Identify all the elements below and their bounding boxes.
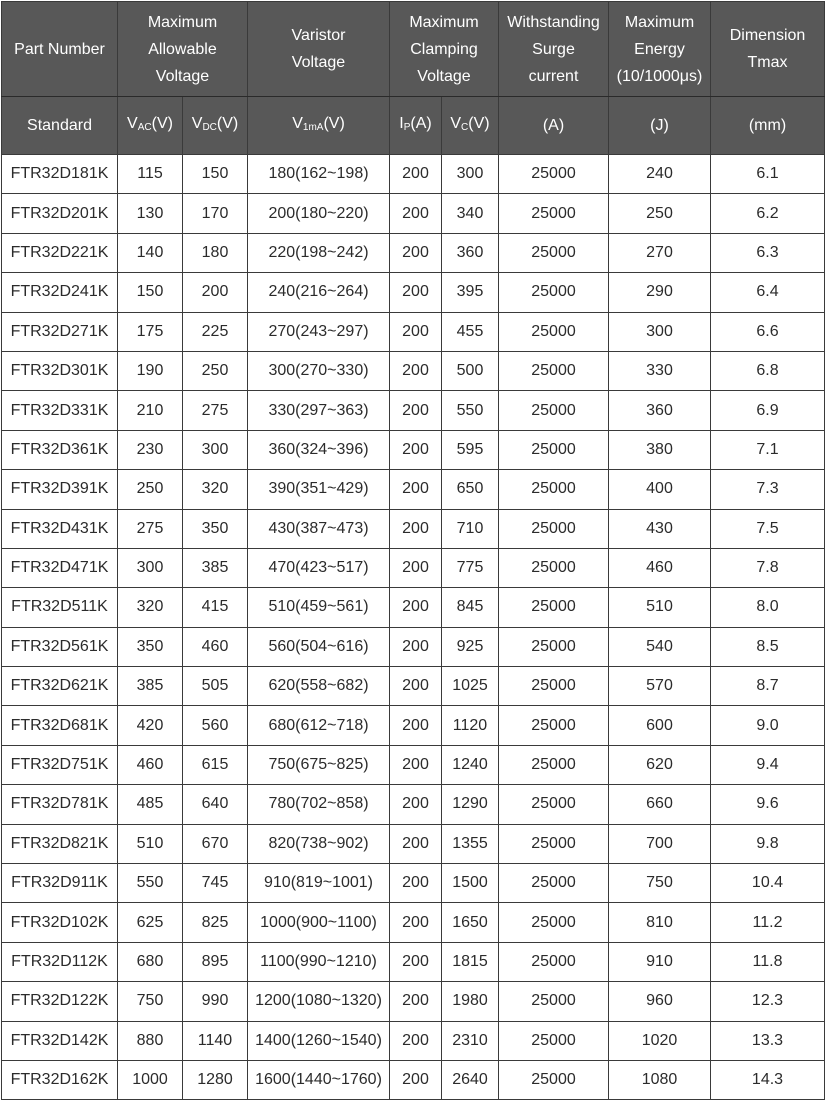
- energy-cell: 960: [609, 982, 711, 1021]
- energy-cell: 360: [609, 391, 711, 430]
- vac-cell: 275: [118, 509, 183, 548]
- tmax-cell: 9.8: [711, 824, 825, 863]
- table-row: [2, 273, 825, 312]
- header-line: Dimension: [729, 27, 806, 44]
- header-ip: [390, 97, 442, 155]
- symbol-subscript: C: [461, 122, 469, 133]
- v1ma-cell: 330(297~363): [248, 391, 390, 430]
- ip-cell: 200: [390, 155, 442, 194]
- vc-cell: 1650: [442, 903, 499, 942]
- tmax-cell: 10.4: [711, 864, 825, 903]
- varistor-spec-table: [1, 1, 825, 1100]
- symbol-main: V: [191, 115, 203, 132]
- energy-cell: 400: [609, 470, 711, 509]
- symbol-main: V: [292, 115, 303, 132]
- tmax-cell: 7.5: [711, 509, 825, 548]
- surge-current-cell: 25000: [499, 824, 609, 863]
- vc-cell: 1355: [442, 824, 499, 863]
- v1ma-cell: 820(738~902): [248, 824, 390, 863]
- surge-current-cell: 25000: [499, 785, 609, 824]
- ip-cell: 200: [390, 745, 442, 784]
- vdc-cell: 200: [183, 273, 248, 312]
- surge-current-cell: 25000: [499, 155, 609, 194]
- table-row: [2, 903, 825, 942]
- vac-cell: 150: [118, 273, 183, 312]
- v1ma-cell: 1100(990~1210): [248, 942, 390, 981]
- vdc-cell: 1280: [183, 1060, 248, 1099]
- ip-cell: 200: [390, 1021, 442, 1060]
- v1ma-cell: 1400(1260~1540): [248, 1021, 390, 1060]
- v1ma-cell: 300(270~330): [248, 351, 390, 390]
- v1ma-cell: 680(612~718): [248, 706, 390, 745]
- part-number-cell: FTR32D561K: [2, 627, 118, 666]
- vac-cell: 190: [118, 351, 183, 390]
- energy-cell: 240: [609, 155, 711, 194]
- header-surge-unit: (A): [499, 97, 609, 155]
- vac-cell: 680: [118, 942, 183, 981]
- surge-current-cell: 25000: [499, 706, 609, 745]
- header-line: Varistor: [291, 27, 346, 44]
- ip-cell: 200: [390, 1060, 442, 1099]
- vac-cell: 140: [118, 233, 183, 272]
- ip-cell: 200: [390, 667, 442, 706]
- header-max-energy: [609, 2, 711, 97]
- surge-current-cell: 25000: [499, 903, 609, 942]
- v1ma-cell: 270(243~297): [248, 312, 390, 351]
- surge-current-cell: 25000: [499, 627, 609, 666]
- vdc-cell: 670: [183, 824, 248, 863]
- part-number-cell: FTR32D122K: [2, 982, 118, 1021]
- table-row: [2, 785, 825, 824]
- vac-cell: 750: [118, 982, 183, 1021]
- vac-cell: 115: [118, 155, 183, 194]
- part-number-cell: FTR32D511K: [2, 588, 118, 627]
- ip-cell: 200: [390, 864, 442, 903]
- ip-cell: 200: [390, 706, 442, 745]
- surge-current-cell: 25000: [499, 470, 609, 509]
- table-row: [2, 430, 825, 469]
- energy-cell: 270: [609, 233, 711, 272]
- ip-cell: 200: [390, 233, 442, 272]
- energy-cell: 620: [609, 745, 711, 784]
- ip-cell: 200: [390, 351, 442, 390]
- vdc-cell: 350: [183, 509, 248, 548]
- energy-cell: 700: [609, 824, 711, 863]
- header-row-titles: [2, 2, 825, 97]
- tmax-cell: 6.1: [711, 155, 825, 194]
- vc-cell: 550: [442, 391, 499, 430]
- surge-current-cell: 25000: [499, 588, 609, 627]
- surge-current-cell: 25000: [499, 1021, 609, 1060]
- symbol-main: V: [450, 115, 462, 132]
- ip-cell: 200: [390, 273, 442, 312]
- tmax-cell: 9.0: [711, 706, 825, 745]
- table-row: [2, 194, 825, 233]
- vdc-cell: 170: [183, 194, 248, 233]
- part-number-cell: FTR32D221K: [2, 233, 118, 272]
- v1ma-cell: 360(324~396): [248, 430, 390, 469]
- vac-cell: 625: [118, 903, 183, 942]
- surge-current-cell: 25000: [499, 1060, 609, 1099]
- vac-cell: 300: [118, 548, 183, 587]
- surge-current-cell: 25000: [499, 509, 609, 548]
- symbol-subscript: 1mA: [302, 122, 324, 133]
- table-row: [2, 942, 825, 981]
- tmax-cell: 6.6: [711, 312, 825, 351]
- vc-cell: 1120: [442, 706, 499, 745]
- tmax-cell: 8.5: [711, 627, 825, 666]
- header-line: Maximum: [147, 13, 218, 31]
- part-number-cell: FTR32D391K: [2, 470, 118, 509]
- surge-current-cell: 25000: [499, 864, 609, 903]
- part-number-cell: FTR32D102K: [2, 903, 118, 942]
- surge-current-cell: 25000: [499, 351, 609, 390]
- vc-cell: 455: [442, 312, 499, 351]
- tmax-cell: 7.8: [711, 548, 825, 587]
- vc-cell: 775: [442, 548, 499, 587]
- table-row: [2, 470, 825, 509]
- ip-cell: 200: [390, 194, 442, 233]
- tmax-cell: 6.2: [711, 194, 825, 233]
- energy-cell: 910: [609, 942, 711, 981]
- tmax-cell: 8.0: [711, 588, 825, 627]
- header-energy-unit: (J): [609, 97, 711, 155]
- vdc-cell: 640: [183, 785, 248, 824]
- vc-cell: 1500: [442, 864, 499, 903]
- energy-cell: 660: [609, 785, 711, 824]
- energy-cell: 330: [609, 351, 711, 390]
- vc-cell: 1025: [442, 667, 499, 706]
- vdc-cell: 300: [183, 430, 248, 469]
- header-line: Energy: [634, 40, 685, 58]
- table-row: [2, 627, 825, 666]
- vdc-cell: 385: [183, 548, 248, 587]
- vac-cell: 420: [118, 706, 183, 745]
- vc-cell: 595: [442, 430, 499, 469]
- header-dimension-unit: (mm): [711, 97, 825, 155]
- v1ma-cell: 180(162~198): [248, 155, 390, 194]
- table-row: [2, 351, 825, 390]
- tmax-cell: 7.1: [711, 430, 825, 469]
- tmax-cell: 9.4: [711, 745, 825, 784]
- vac-cell: 385: [118, 667, 183, 706]
- header-max-allowable-voltage: [118, 2, 248, 97]
- surge-current-cell: 25000: [499, 430, 609, 469]
- table-row: [2, 864, 825, 903]
- symbol-subscript: P: [403, 122, 411, 133]
- table-row: [2, 667, 825, 706]
- vdc-cell: 460: [183, 627, 248, 666]
- v1ma-cell: 620(558~682): [248, 667, 390, 706]
- vc-cell: 925: [442, 627, 499, 666]
- part-number-cell: FTR32D201K: [2, 194, 118, 233]
- header-v1ma: [248, 97, 390, 155]
- energy-cell: 430: [609, 509, 711, 548]
- table-row: [2, 509, 825, 548]
- part-number-cell: FTR32D911K: [2, 864, 118, 903]
- vc-cell: 500: [442, 351, 499, 390]
- header-row-units: [2, 97, 825, 155]
- energy-cell: 570: [609, 667, 711, 706]
- header-withstanding-surge-current: [499, 2, 609, 97]
- symbol-main: I: [399, 115, 404, 132]
- energy-cell: 540: [609, 627, 711, 666]
- vc-cell: 300: [442, 155, 499, 194]
- header-line: Allowable: [148, 40, 217, 58]
- v1ma-cell: 430(387~473): [248, 509, 390, 548]
- v1ma-cell: 1200(1080~1320): [248, 982, 390, 1021]
- surge-current-cell: 25000: [499, 982, 609, 1021]
- surge-current-cell: 25000: [499, 312, 609, 351]
- table-row: [2, 745, 825, 784]
- header-line: Tmax: [747, 54, 788, 71]
- vc-cell: 360: [442, 233, 499, 272]
- part-number-cell: FTR32D471K: [2, 548, 118, 587]
- part-number-cell: FTR32D821K: [2, 824, 118, 863]
- vc-cell: 395: [442, 273, 499, 312]
- ip-cell: 200: [390, 588, 442, 627]
- header-line: Surge: [532, 40, 575, 58]
- table-row: [2, 1060, 825, 1099]
- vdc-cell: 320: [183, 470, 248, 509]
- energy-cell: 250: [609, 194, 711, 233]
- vdc-cell: 895: [183, 942, 248, 981]
- vc-cell: 340: [442, 194, 499, 233]
- header-vc: [442, 97, 499, 155]
- symbol-unit: (V): [323, 115, 345, 132]
- header-line: Voltage: [417, 67, 471, 85]
- energy-cell: 750: [609, 864, 711, 903]
- tmax-cell: 9.6: [711, 785, 825, 824]
- header-line: Voltage: [291, 54, 346, 71]
- vac-cell: 130: [118, 194, 183, 233]
- v1ma-cell: 1000(900~1100): [248, 903, 390, 942]
- part-number-cell: FTR32D621K: [2, 667, 118, 706]
- surge-current-cell: 25000: [499, 233, 609, 272]
- symbol-unit: (A): [410, 115, 432, 132]
- table-header: [2, 2, 825, 155]
- ip-cell: 200: [390, 430, 442, 469]
- vdc-cell: 615: [183, 745, 248, 784]
- ip-cell: 200: [390, 509, 442, 548]
- vac-cell: 320: [118, 588, 183, 627]
- ip-cell: 200: [390, 470, 442, 509]
- vac-cell: 485: [118, 785, 183, 824]
- part-number-cell: FTR32D431K: [2, 509, 118, 548]
- vac-cell: 250: [118, 470, 183, 509]
- ip-cell: 200: [390, 312, 442, 351]
- tmax-cell: 6.9: [711, 391, 825, 430]
- header-max-clamping-voltage: [390, 2, 499, 97]
- v1ma-cell: 200(180~220): [248, 194, 390, 233]
- energy-cell: 510: [609, 588, 711, 627]
- table-row: [2, 824, 825, 863]
- part-number-cell: FTR32D112K: [2, 942, 118, 981]
- vdc-cell: 250: [183, 351, 248, 390]
- header-line: current: [528, 67, 579, 85]
- vac-cell: 510: [118, 824, 183, 863]
- part-number-cell: FTR32D751K: [2, 745, 118, 784]
- vc-cell: 2640: [442, 1060, 499, 1099]
- vdc-cell: 990: [183, 982, 248, 1021]
- surge-current-cell: 25000: [499, 745, 609, 784]
- table-row: [2, 233, 825, 272]
- vc-cell: 1290: [442, 785, 499, 824]
- table-row: [2, 548, 825, 587]
- header-line: Withstanding: [507, 13, 600, 31]
- energy-cell: 460: [609, 548, 711, 587]
- v1ma-cell: 1600(1440~1760): [248, 1060, 390, 1099]
- table-row: [2, 391, 825, 430]
- part-number-cell: FTR32D241K: [2, 273, 118, 312]
- vc-cell: 2310: [442, 1021, 499, 1060]
- vc-cell: 650: [442, 470, 499, 509]
- vc-cell: 1980: [442, 982, 499, 1021]
- tmax-cell: 14.3: [711, 1060, 825, 1099]
- v1ma-cell: 470(423~517): [248, 548, 390, 587]
- tmax-cell: 6.8: [711, 351, 825, 390]
- surge-current-cell: 25000: [499, 194, 609, 233]
- vac-cell: 210: [118, 391, 183, 430]
- tmax-cell: 13.3: [711, 1021, 825, 1060]
- vac-cell: 230: [118, 430, 183, 469]
- surge-current-cell: 25000: [499, 548, 609, 587]
- symbol-unit: (V): [151, 115, 173, 132]
- vac-cell: 550: [118, 864, 183, 903]
- v1ma-cell: 510(459~561): [248, 588, 390, 627]
- energy-cell: 1020: [609, 1021, 711, 1060]
- tmax-cell: 7.3: [711, 470, 825, 509]
- vac-cell: 175: [118, 312, 183, 351]
- header-part-number: Part Number: [2, 2, 118, 97]
- tmax-cell: 6.3: [711, 233, 825, 272]
- v1ma-cell: 780(702~858): [248, 785, 390, 824]
- ip-cell: 200: [390, 982, 442, 1021]
- tmax-cell: 11.2: [711, 903, 825, 942]
- vc-cell: 845: [442, 588, 499, 627]
- vdc-cell: 825: [183, 903, 248, 942]
- table-body: [2, 155, 825, 1100]
- energy-cell: 380: [609, 430, 711, 469]
- vdc-cell: 225: [183, 312, 248, 351]
- table-row: [2, 312, 825, 351]
- part-number-cell: FTR32D361K: [2, 430, 118, 469]
- v1ma-cell: 750(675~825): [248, 745, 390, 784]
- vdc-cell: 415: [183, 588, 248, 627]
- tmax-cell: 12.3: [711, 982, 825, 1021]
- vc-cell: 1240: [442, 745, 499, 784]
- table-row: [2, 706, 825, 745]
- v1ma-cell: 390(351~429): [248, 470, 390, 509]
- table-row: [2, 1021, 825, 1060]
- energy-cell: 600: [609, 706, 711, 745]
- surge-current-cell: 25000: [499, 391, 609, 430]
- symbol-subscript: DC: [202, 122, 217, 133]
- vdc-cell: 745: [183, 864, 248, 903]
- ip-cell: 200: [390, 903, 442, 942]
- header-standard: Standard: [2, 97, 118, 155]
- surge-current-cell: 25000: [499, 942, 609, 981]
- symbol-subscript: AC: [137, 122, 152, 133]
- vac-cell: 1000: [118, 1060, 183, 1099]
- ip-cell: 200: [390, 391, 442, 430]
- vdc-cell: 180: [183, 233, 248, 272]
- energy-cell: 810: [609, 903, 711, 942]
- tmax-cell: 6.4: [711, 273, 825, 312]
- vc-cell: 710: [442, 509, 499, 548]
- vdc-cell: 275: [183, 391, 248, 430]
- part-number-cell: FTR32D271K: [2, 312, 118, 351]
- symbol-unit: (V): [468, 115, 490, 132]
- v1ma-cell: 560(504~616): [248, 627, 390, 666]
- table-row: [2, 155, 825, 194]
- vdc-cell: 560: [183, 706, 248, 745]
- header-varistor-voltage: [248, 2, 390, 97]
- header-dimension: [711, 2, 825, 97]
- surge-current-cell: 25000: [499, 667, 609, 706]
- ip-cell: 200: [390, 785, 442, 824]
- vac-cell: 880: [118, 1021, 183, 1060]
- ip-cell: 200: [390, 942, 442, 981]
- tmax-cell: 8.7: [711, 667, 825, 706]
- vac-cell: 460: [118, 745, 183, 784]
- table-row: [2, 588, 825, 627]
- header-line: Voltage: [155, 67, 210, 85]
- symbol-main: V: [127, 115, 138, 132]
- vdc-cell: 1140: [183, 1021, 248, 1060]
- part-number-cell: FTR32D142K: [2, 1021, 118, 1060]
- part-number-cell: FTR32D181K: [2, 155, 118, 194]
- part-number-cell: FTR32D781K: [2, 785, 118, 824]
- vc-cell: 1815: [442, 942, 499, 981]
- ip-cell: 200: [390, 627, 442, 666]
- v1ma-cell: 910(819~1001): [248, 864, 390, 903]
- symbol-unit: (V): [216, 115, 239, 132]
- table-row: [2, 982, 825, 1021]
- header-vac: [118, 97, 183, 155]
- part-number-cell: FTR32D162K: [2, 1060, 118, 1099]
- header-line: Maximum: [409, 13, 479, 31]
- header-line: Clamping: [410, 40, 478, 58]
- v1ma-cell: 220(198~242): [248, 233, 390, 272]
- part-number-cell: FTR32D331K: [2, 391, 118, 430]
- v1ma-cell: 240(216~264): [248, 273, 390, 312]
- energy-cell: 1080: [609, 1060, 711, 1099]
- header-vdc: [183, 97, 248, 155]
- vac-cell: 350: [118, 627, 183, 666]
- header-line: (10/1000μs): [616, 67, 703, 85]
- tmax-cell: 11.8: [711, 942, 825, 981]
- header-line: Maximum: [624, 13, 695, 31]
- energy-cell: 300: [609, 312, 711, 351]
- vdc-cell: 150: [183, 155, 248, 194]
- energy-cell: 290: [609, 273, 711, 312]
- ip-cell: 200: [390, 824, 442, 863]
- part-number-cell: FTR32D681K: [2, 706, 118, 745]
- vdc-cell: 505: [183, 667, 248, 706]
- surge-current-cell: 25000: [499, 273, 609, 312]
- part-number-cell: FTR32D301K: [2, 351, 118, 390]
- ip-cell: 200: [390, 548, 442, 587]
